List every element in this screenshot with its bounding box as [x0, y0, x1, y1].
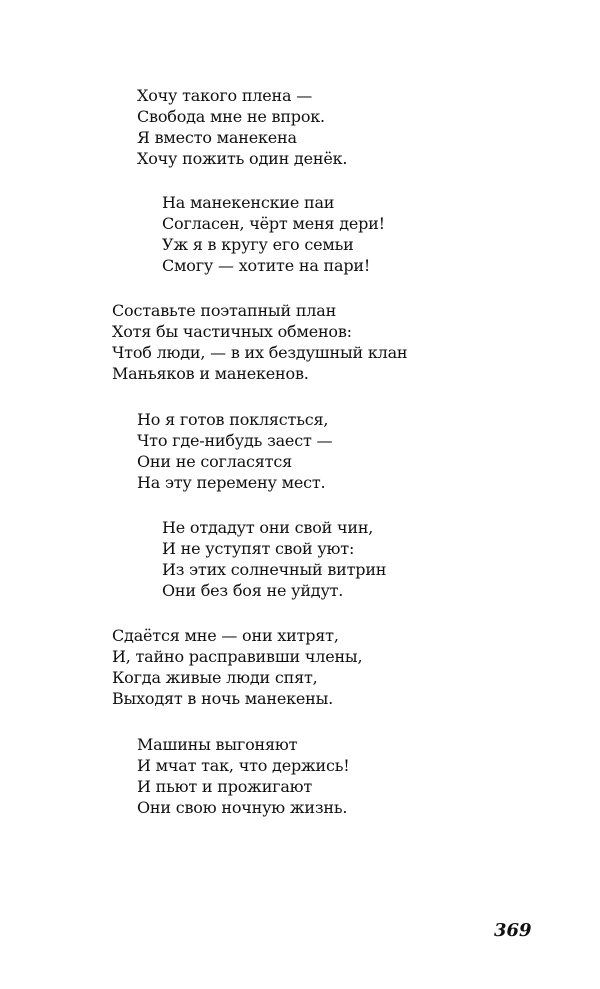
poem-line: Составьте поэтапный план	[112, 301, 337, 320]
stanza-6	[112, 625, 362, 709]
poem-line: Из этих солнечный витрин	[162, 560, 387, 579]
poem-line: И пьют и прожигают	[137, 777, 313, 796]
poem-line: И мчат так, что держись!	[137, 756, 350, 775]
poem-line: Выходят в ночь манекены.	[112, 689, 334, 708]
poem-line: Что где-нибудь заест —	[137, 431, 333, 450]
stanza-7	[137, 734, 350, 818]
poem-line: Но я готов поклясться,	[137, 410, 329, 429]
poem-line: Когда живые люди спят,	[112, 668, 318, 687]
poem-line: На эту перемену мест.	[137, 473, 326, 492]
poem-line: Смогу — хотите на пари!	[162, 256, 371, 275]
poem-line: Сдаётся мне — они хитрят,	[112, 626, 339, 645]
poem-line: Они свою ночную жизнь.	[137, 798, 348, 817]
stanza-2	[162, 192, 385, 276]
stanza-4	[137, 409, 332, 493]
poem-line: Хочу пожить один денёк.	[137, 149, 348, 168]
poem-line: Они не согласятся	[137, 452, 292, 471]
poem-line: На манекенские паи	[162, 193, 335, 212]
poem-line: Уж я в кругу его семьи	[162, 235, 354, 254]
poem-line: И, тайно расправивши члены,	[112, 647, 363, 666]
page-number: 369	[494, 920, 532, 941]
poem-line: Хочу такого плена —	[137, 86, 313, 105]
poem-line: И не уступят свой уют:	[162, 539, 355, 558]
poem-line: Маньяков и манекенов.	[112, 364, 309, 383]
poem-line: Я вместо манекена	[137, 128, 297, 147]
poem-line: Свобода мне не впрок.	[137, 107, 325, 126]
poem-line: Машины выгоняют	[137, 735, 298, 754]
stanza-5	[162, 517, 386, 601]
poem-line: Не отдадут они свой чин,	[162, 518, 374, 537]
stanza-3	[112, 300, 407, 384]
poem-line: Они без боя не уйдут.	[162, 581, 344, 600]
poem-line: Согласен, чёрт меня дери!	[162, 214, 385, 233]
poem-line: Чтоб люди, — в их бездушный клан	[112, 343, 408, 362]
stanza-1	[137, 85, 347, 169]
poem-line: Хотя бы частичных обменов:	[112, 322, 352, 341]
